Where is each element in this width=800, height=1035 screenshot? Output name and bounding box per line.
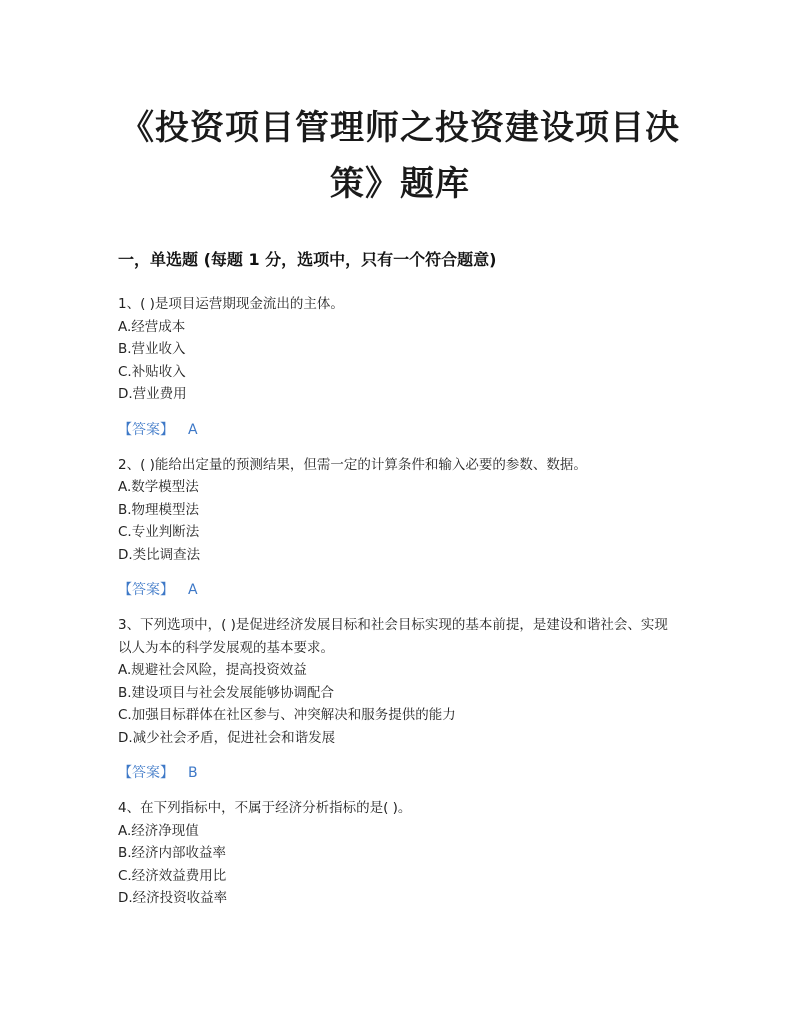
question-3 — [118, 614, 678, 784]
answer-value: B — [188, 765, 198, 781]
page-title: 《投资项目管理师之投资建设项目决策》题库 — [120, 108, 680, 204]
answer-label: 【答案】 — [118, 421, 174, 438]
answer-line — [118, 762, 678, 784]
question-list — [118, 293, 678, 910]
question-stem: 3、下列选项中，( )是促进经济发展目标和社会目标实现的基本前提，是建设和谐社会、实现以人为本的科学发展观的基本要求。 — [118, 617, 668, 656]
question-4 — [118, 797, 678, 910]
option-a: A.经营成本 — [118, 318, 186, 335]
option-d: D.减少社会矛盾，促进社会和谐发展 — [118, 729, 336, 746]
option-c: C.经济效益费用比 — [118, 867, 227, 884]
option-b: B.经济内部收益率 — [118, 845, 227, 861]
option-d: D.营业费用 — [118, 386, 187, 402]
option-c: C.补贴收入 — [118, 363, 186, 380]
option-b: B.物理模型法 — [118, 501, 200, 518]
option-c: C.专业判断法 — [118, 524, 200, 540]
question-stem: 4、在下列指标中，不属于经济分析指标的是( )。 — [118, 800, 412, 816]
option-a: A.经济净现值 — [118, 822, 199, 839]
question-1 — [118, 293, 678, 441]
question-stem: 1、( )是项目运营期现金流出的主体。 — [118, 296, 344, 312]
question-stem: 2、( )能给出定量的预测结果，但需一定的计算条件和输入必要的参数、数据。 — [118, 456, 587, 473]
option-d: D.类比调查法 — [118, 546, 201, 563]
answer-label: 【答案】 — [118, 765, 174, 781]
answer-label: 【答案】 — [118, 582, 174, 598]
answer-value: A — [188, 421, 198, 438]
option-c: C.加强目标群体在社区参与、冲突解决和服务提供的能力 — [118, 707, 456, 723]
answer-line — [118, 419, 678, 441]
option-b: B.建设项目与社会发展能够协调配合 — [118, 684, 335, 701]
question-2 — [118, 454, 678, 602]
option-a: A.规避社会风险，提高投资效益 — [118, 662, 307, 678]
section-heading: 一，单选题 (每题 1 分，选项中，只有一个符合题意) — [118, 250, 497, 269]
option-d: D.经济投资收益率 — [118, 890, 228, 906]
answer-value: A — [188, 582, 198, 598]
answer-line — [118, 579, 678, 601]
option-b: B.营业收入 — [118, 341, 186, 357]
option-a: A.数学模型法 — [118, 479, 199, 495]
